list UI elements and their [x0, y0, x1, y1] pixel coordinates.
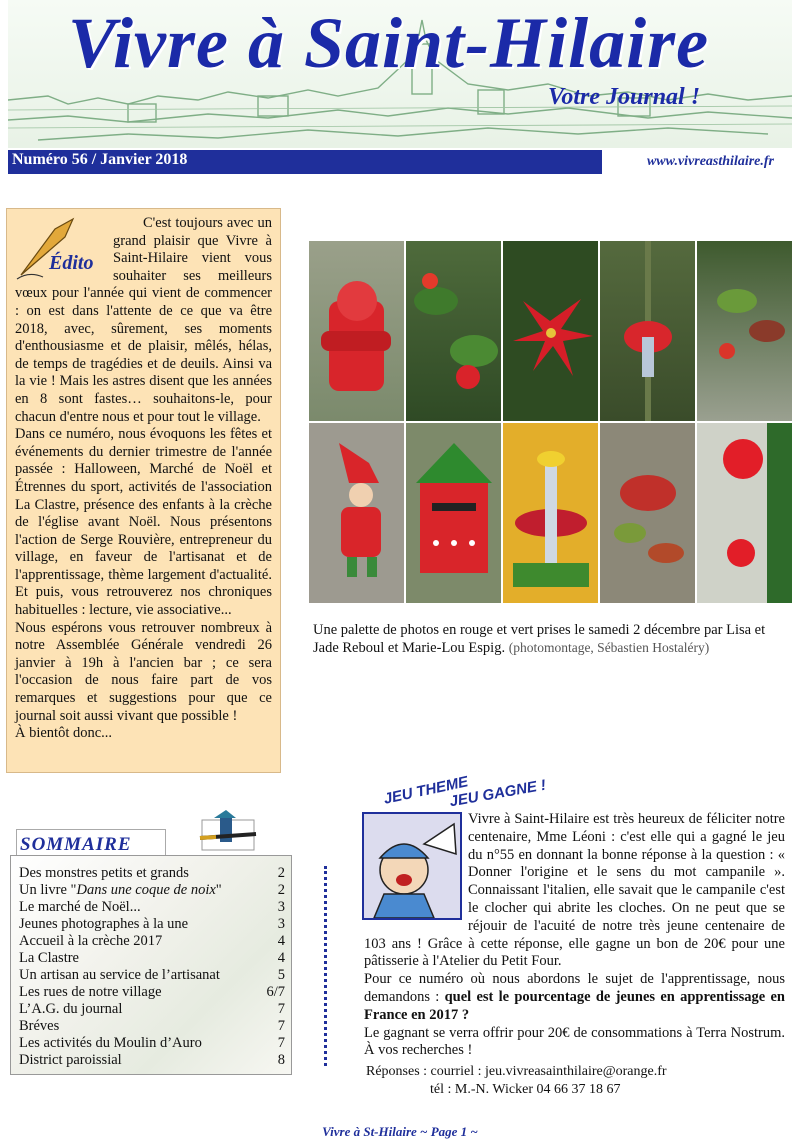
toc-item[interactable]: Accueil à la crèche 2017 4: [19, 933, 285, 949]
photo-santa-figure: [309, 423, 404, 603]
toc-item[interactable]: Les activités du Moulin d’Auro 7: [19, 1035, 285, 1051]
edito-paragraph: À bientôt donc...: [15, 725, 113, 742]
toc-item[interactable]: Jeunes photographes à la une 3: [19, 916, 285, 932]
edito-paragraph: Dans ce numéro, nous évoquons les fêtes et événements du dernier trimestre de l'année passée : Halloween, Marché de Noël et Étrennes du sport, activités de l'association La Clastre, présence des enfants à la crèche de l'église avant Noël. Nous présentons l'action de Serge Rouvière, entrepreneur du village, en faveur de l'artisanat et de l'apprentissage, thème largement d'actualité. Et puis, vous retrouverez nos chroniques habituelles : lecture, vie associative...: [15, 426, 272, 619]
toc-item[interactable]: Des monstres petits et grands 2: [19, 865, 285, 881]
edito-box: [6, 208, 281, 773]
edito-paragraph: C'est toujours avec un grand plaisir que Vivre à Saint-Hilaire vient vous souhaiter ses meilleurs vœux pour l'année qui vient de commencer : on est dans l'attente de ce que va être 2018, avec, sûrement, ses moments d'enthousiasme et de plaisir, mêlés, hélas, de temps de tragédies et de deuils. Ainsi va la vie ! Mais les astres disent que les années en 8 sont fastes… souhaitons-le, pour chacun d'entre nous et pour tout le village.: [15, 215, 272, 425]
edito-title: Édito: [49, 252, 94, 274]
photo-red-mailbox: [406, 423, 501, 603]
toc-item[interactable]: Un livre "Dans une coque de noix" 2: [19, 882, 285, 898]
photo-red-paint-spots: [697, 423, 792, 603]
table-of-contents: [10, 855, 292, 1075]
jeu-contact: [366, 1063, 667, 1099]
jeu-question: quel est le pourcentage de jeunes en apprentissage en France en 2017 ?: [364, 988, 785, 1023]
toc-item[interactable]: La Clastre 4: [19, 950, 285, 966]
photo-autumn-leaves: [600, 423, 695, 603]
toc-item[interactable]: District paroissial 8: [19, 1052, 285, 1068]
photo-fire-hydrant: [309, 241, 404, 421]
fountain-pen-icon: [196, 808, 260, 856]
contact-phone: tél : M.-N. Wicker 04 66 37 18 67: [430, 1082, 621, 1097]
toc-item[interactable]: Le marché de Noël... 3: [19, 899, 285, 915]
issue-bar: [8, 150, 792, 176]
toc-item[interactable]: L’A.G. du journal 7: [19, 1001, 285, 1017]
photo-key-lock: [600, 241, 695, 421]
issue-number: Numéro 56 / Janvier 2018: [12, 151, 188, 168]
newspaper-title: Vivre à Saint-Hilaire: [68, 3, 710, 83]
photo-red-flower: [406, 241, 501, 421]
photo-collage: [309, 241, 792, 603]
photo-poinsettia: [503, 241, 598, 421]
newspaper-subtitle: Votre Journal !: [548, 84, 701, 110]
jeu-paragraph: Pour ce numéro où nous abordons le sujet de l'apprentissage, nous demandons : quel est le pourcentage de jeunes en apprentissage en France en 2017 ?: [364, 971, 785, 1023]
photo-leaves: [697, 241, 792, 421]
illustration-spacer: [364, 811, 468, 923]
caption-text: Une palette de photos en rouge et vert prises le samedi 2 décembre par Lisa et Jade Reboul et Marie-Lou Espig.: [313, 622, 766, 656]
jeu-paragraph: Le gagnant se verra offrir pour 20€ de consommations à Terra Nostrum. À vos recherches !: [364, 1024, 785, 1059]
edito-paragraph: Nous espérons vous retrouver nombreux à notre Assemblée Générale vendredi 26 janvier à 19h à l'ancien bar ; ce sera l'occasion de nous faire part de vos remarques et suggestions pour que ce journal soit aussi vivant que possible !: [15, 619, 272, 724]
toc-item[interactable]: Bréves 7: [19, 1018, 285, 1034]
jeu-title-line-1: JEU THEME: [382, 773, 470, 808]
sommaire-title: SOMMAIRE: [20, 834, 132, 855]
page-footer: Vivre à St-Hilaire ~ Page 1 ~: [322, 1124, 478, 1139]
contact-email[interactable]: Réponses : courriel : jeu.vivreasainthilaire@orange.fr: [366, 1064, 667, 1079]
masthead: [8, 0, 792, 148]
edito-header: [15, 215, 111, 281]
photo-wooden-toy: [503, 423, 598, 603]
caption-credit: (photomontage, Sébastien Hostaléry): [508, 640, 710, 655]
dotted-divider: [324, 866, 331, 1066]
toc-item[interactable]: Les rues de notre village 6/7: [19, 984, 285, 1000]
photo-caption: [313, 621, 783, 657]
jeu-title-line-2: JEU GAGNE !: [448, 776, 548, 811]
toc-item[interactable]: Un artisan au service de l’artisanat 5: [19, 967, 285, 983]
jeu-article: [364, 811, 785, 1060]
toc-item-label: Un livre "Dans une coque de noix": [19, 882, 222, 898]
jeu-paragraph: Vivre à Saint-Hilaire est très heureux de féliciter notre centenaire, Mme Léoni : c'est elle qui a gagné le jeu du n°55 en donnant la bonne réponse à la question : « Donner l'origine et le sens du mot campanile ». Connaissant l'italien, elle savait que le campanile c'est le clocher qui abrite les cloches. On ne peut que se réjouir de l'acuité de notre très jeune centenaire de 103 ans ! Grâce à cette réponse, elle gagne un bon de 20€ pour une pâtisserie à l'Atelier du Petit Four.: [364, 811, 785, 970]
website-link[interactable]: www.vivreasthilaire.fr: [602, 150, 792, 174]
